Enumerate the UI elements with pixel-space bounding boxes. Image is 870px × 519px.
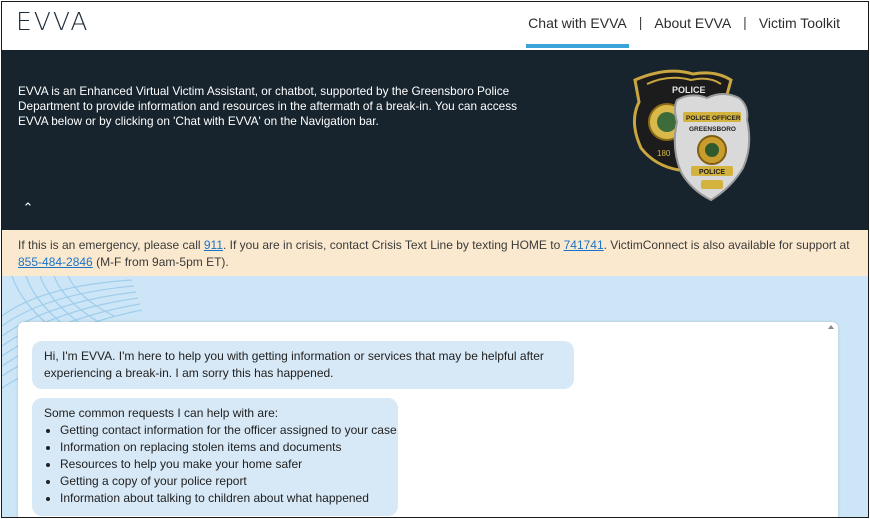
svg-text:180: 180 — [657, 149, 671, 158]
link-crisis-text-line[interactable]: 741741 — [563, 238, 604, 252]
nav-separator: | — [638, 14, 643, 30]
link-victimconnect-phone[interactable]: 855-484-2846 — [18, 255, 93, 269]
svg-text:GREENSBORO: GREENSBORO — [689, 126, 736, 133]
police-badge-front — [675, 94, 750, 200]
hero-description: EVVA is an Enhanced Virtual Victim Assistant, or chatbot, supported by the Greensboro Police Department to provide information and resources in the aftermath of a break-in. You can access EVVA below or by clicking on 'Chat with EVVA' on the Navigation bar. — [18, 84, 518, 128]
bot-options-bubble — [32, 398, 398, 516]
scroll-up-icon[interactable] — [828, 325, 834, 329]
nav-separator: | — [743, 14, 747, 30]
evva-logo[interactable]: EVVA — [16, 7, 90, 36]
chat-window[interactable] — [18, 322, 838, 517]
nav-chat-with-evva[interactable]: Chat with EVVA — [528, 15, 627, 31]
bot-message-text: Hi, I'm EVVA. I'm here to help you with getting information or services that may be helpful after experiencing a break-in. I am sorry this has happened. — [44, 349, 544, 380]
alert-text: If this is an emergency, please call — [18, 238, 204, 252]
nav-links — [528, 13, 840, 31]
hero-banner — [2, 50, 868, 230]
chat-section — [2, 276, 868, 517]
alert-text: . If you are in crisis, contact Crisis Text Line by texting HOME to — [223, 238, 564, 252]
options-list — [44, 422, 397, 507]
alert-text: (M-F from 9am-5pm ET). — [92, 255, 229, 269]
nav-victim-toolkit[interactable]: Victim Toolkit — [758, 15, 840, 31]
emergency-alert-banner — [2, 230, 868, 276]
svg-text:POLICE OFFICER: POLICE OFFICER — [686, 115, 741, 122]
svg-text:POLICE: POLICE — [699, 169, 726, 176]
chevron-up-icon[interactable]: ⌃ — [22, 200, 34, 215]
nav-about-evva[interactable]: About EVVA — [654, 15, 732, 31]
options-intro-text: Some common requests I can help with are: — [44, 406, 279, 420]
option-replacing-items[interactable]: • Information on replacing stolen items and documents — [60, 439, 397, 456]
option-talking-to-children[interactable]: • Information about talking to children about what happened — [60, 490, 397, 507]
app-frame — [1, 1, 869, 518]
link-911[interactable]: 911 — [203, 238, 224, 252]
option-home-safety[interactable]: • Resources to help you make your home safer — [60, 456, 397, 473]
bot-message-bubble — [32, 341, 574, 389]
option-police-report[interactable]: • Getting a copy of your police report — [60, 473, 397, 490]
police-badges-image — [627, 62, 757, 207]
option-officer-contact[interactable]: • Getting contact information for the officer assigned to your case — [60, 422, 397, 439]
alert-text: . VictimConnect is also available for support at — [603, 238, 850, 252]
svg-text:POLICE: POLICE — [672, 85, 706, 95]
top-navigation — [2, 2, 868, 50]
